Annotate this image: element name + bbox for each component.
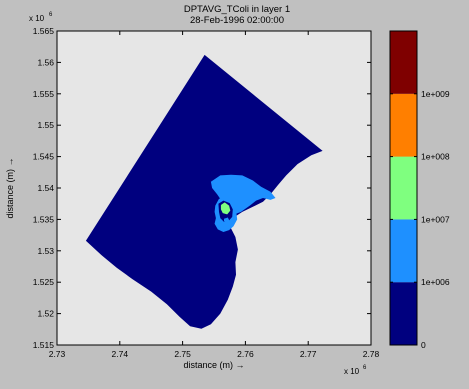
y-tick-label: 1.55 xyxy=(37,120,54,131)
colorbar-label: 1e+009 xyxy=(421,88,450,99)
x-multiplier-exponent: 6 xyxy=(363,365,367,371)
x-multiplier-base: x 10 xyxy=(344,367,360,376)
y-multiplier-base: x 10 xyxy=(29,14,45,23)
x-tick-label: 2.76 xyxy=(237,349,254,359)
y-tick-label: 1.565 xyxy=(32,26,54,36)
y-tick-label: 1.54 xyxy=(37,183,54,193)
colorbar-segment xyxy=(390,219,417,282)
y-tick-label: 1.56 xyxy=(37,57,54,68)
colorbar-segment xyxy=(390,282,417,345)
colorbar-label: 1e+007 xyxy=(421,214,450,225)
y-tick-label: 1.555 xyxy=(32,88,54,99)
y-tick-label: 1.525 xyxy=(32,277,54,288)
y-tick-label: 1.53 xyxy=(37,245,54,256)
colorbar-segment xyxy=(390,31,417,94)
y-tick-label: 1.52 xyxy=(37,308,54,319)
colorbar-label: 1e+006 xyxy=(421,277,450,288)
y-multiplier-exponent: 6 xyxy=(49,12,53,18)
x-tick-label: 2.73 xyxy=(48,349,66,359)
y-tick-label: 1.545 xyxy=(32,151,54,162)
x-tick-label: 2.77 xyxy=(299,349,317,359)
colorbar-label: 1e+008 xyxy=(421,151,450,162)
colorbar-segment xyxy=(390,94,417,157)
colorbar-label: 0 xyxy=(421,340,426,350)
x-tick-label: 2.74 xyxy=(111,349,129,359)
colorbar-segment xyxy=(390,157,417,220)
chart-subtitle: 28-Feb-1996 02:00:00 xyxy=(189,15,285,26)
chart-title: DPTAVG_TColi in layer 1 xyxy=(183,4,291,15)
y-tick-label: 1.535 xyxy=(32,214,54,225)
x-tick-label: 2.78 xyxy=(362,349,380,359)
y-tick-label: 1.515 xyxy=(32,340,54,350)
x-tick-label: 2.75 xyxy=(174,349,191,359)
x-axis-label: distance (m) → xyxy=(183,360,245,370)
y-axis-label: distance (m) → xyxy=(5,157,15,219)
